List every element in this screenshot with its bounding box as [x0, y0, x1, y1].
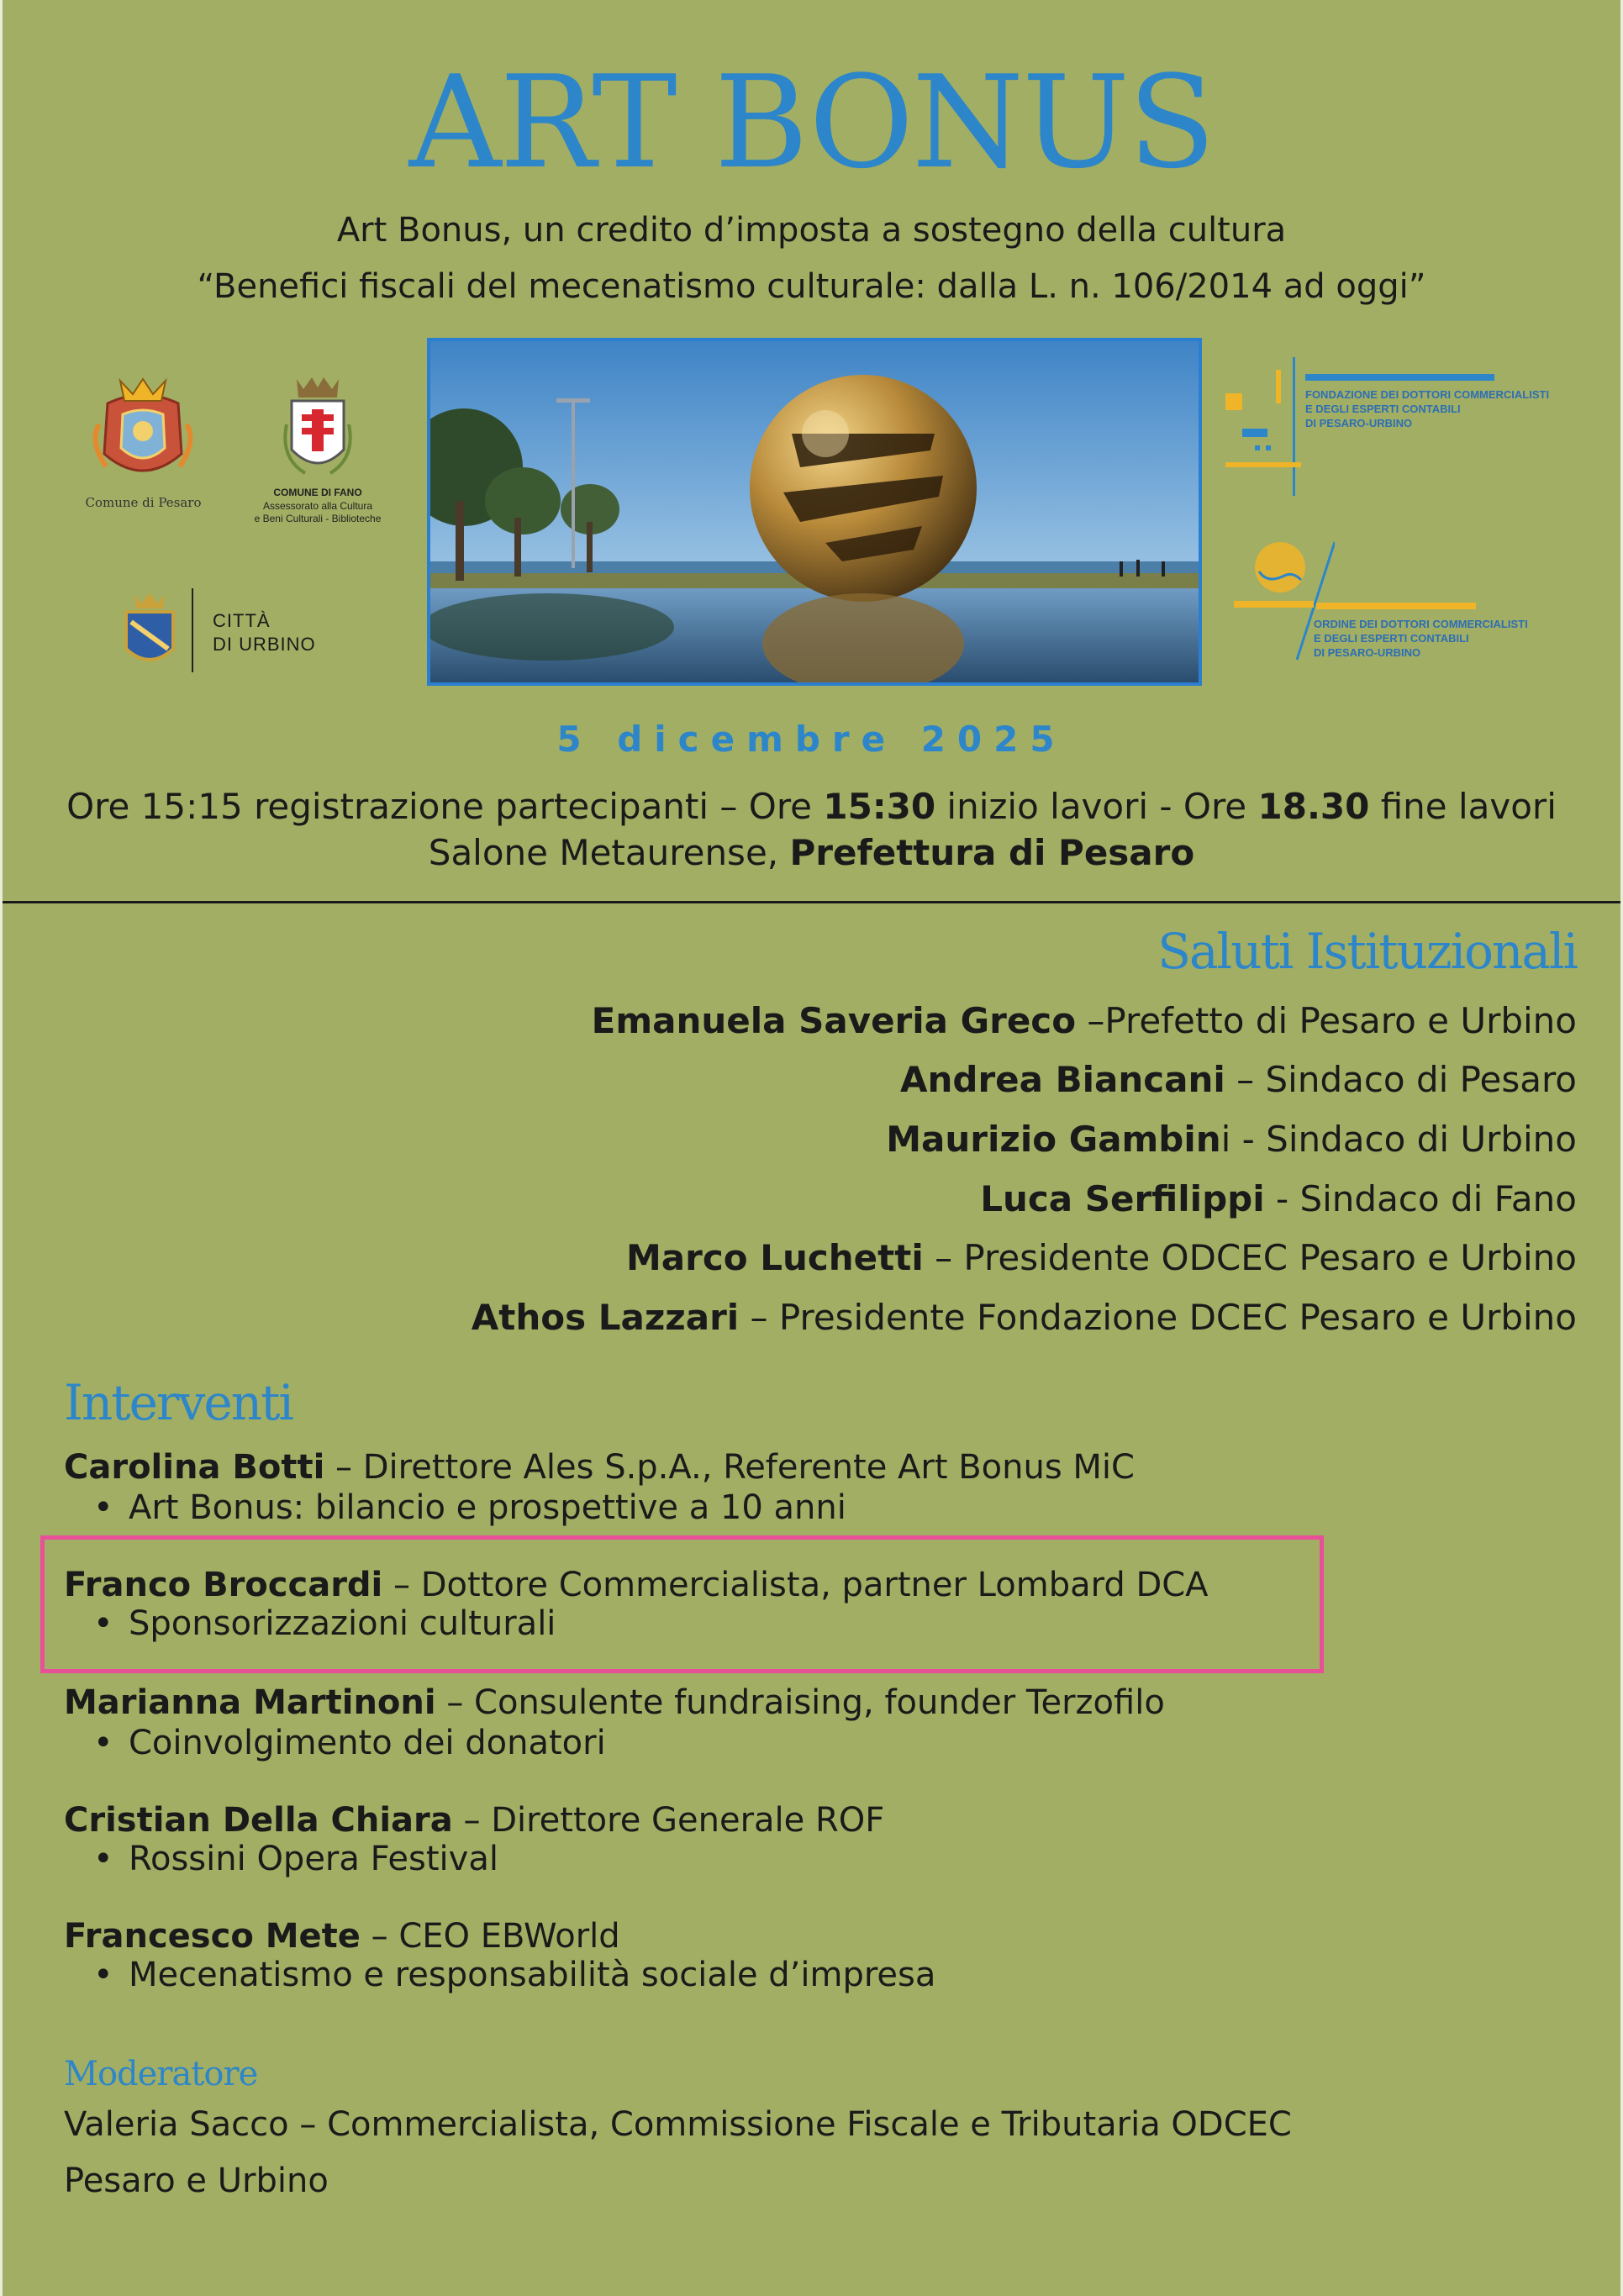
section-divider: [3, 901, 1620, 903]
sphere-sculpture-image: [430, 341, 1199, 682]
moderatore-line2: Pesaro e Urbino: [64, 2162, 329, 2200]
saluti-role: – Sindaco di Pesaro: [1225, 1059, 1577, 1100]
speaker-topic: • Sponsorizzazioni culturali: [93, 1604, 556, 1644]
saluti-role: – Presidente ODCEC Pesaro e Urbino: [923, 1237, 1577, 1278]
saluti-name: Marco Luchetti: [626, 1237, 924, 1278]
sphere-sculpture-photo: [427, 338, 1202, 686]
ordine-dcec-logo: [1234, 538, 1620, 672]
fondazione-mark-icon: [1225, 353, 1309, 500]
saluti-item: [980, 1178, 1577, 1219]
fondazione-line1: FONDAZIONE DEI DOTTORI COMMERCIALISTI: [1305, 388, 1550, 401]
speaker-role: – CEO EBWorld: [360, 1917, 620, 1956]
moderatore-heading: Moderatore: [64, 2055, 258, 2093]
fondazione-line3: DI PESARO-URBINO: [1305, 416, 1413, 429]
pesaro-logo-caption: Comune di Pesaro: [85, 495, 202, 510]
speaker-line: [64, 1683, 1165, 1723]
saluti-role: –Prefetto di Pesaro e Urbino: [1076, 1000, 1577, 1041]
saluti-role: i - Sindaco di Urbino: [1220, 1119, 1577, 1160]
fondazione-line2: E DEGLI ESPERTI CONTABILI: [1305, 402, 1461, 415]
fondazione-caption: [1305, 388, 1549, 431]
speaker-topic: • Rossini Opera Festival: [93, 1839, 498, 1879]
schedule-registration: Ore 15:15 registrazione partecipanti – Ore: [66, 786, 824, 827]
event-date: 5 dicembre 2025: [556, 719, 1067, 760]
saluti-heading: Saluti Istituzionali: [1157, 923, 1577, 980]
ordine-line1: ORDINE DEI DOTTORI COMMERCIALISTI: [1314, 618, 1528, 630]
fano-coat-of-arms-logo: [234, 374, 402, 526]
venue-hall: Salone Metaurense,: [428, 832, 790, 873]
speaker-topic: • Art Bonus: bilancio e prospettive a 10 anni: [93, 1488, 846, 1528]
schedule-end-time: 18.30: [1257, 786, 1370, 827]
moderatore-line1: Valeria Sacco – Commercialista, Commissione Fiscale e Tributaria ODCEC: [64, 2105, 1292, 2144]
urbino-line1: CITTÀ: [213, 610, 271, 631]
fano-dept-line1: Assessorato alla Cultura: [262, 499, 373, 512]
saluti-item: [472, 1297, 1577, 1338]
saluti-item: [592, 1000, 1577, 1041]
speaker-name: Franco Broccardi: [64, 1566, 383, 1604]
event-schedule: [3, 786, 1620, 827]
urbino-shield-icon: [116, 588, 183, 672]
poster-title: ART BONUS: [408, 48, 1215, 197]
saluti-name: Andrea Biancani: [899, 1059, 1225, 1100]
interventi-heading: Interventi: [64, 1374, 292, 1431]
speaker-line: [64, 1447, 1135, 1488]
ordine-caption: [1314, 618, 1528, 661]
speaker-name: Francesco Mete: [64, 1917, 361, 1956]
urbino-line2: DI URBINO: [213, 633, 316, 655]
schedule-start-time: 15:30: [823, 786, 936, 827]
urbino-logo: [116, 588, 335, 677]
speaker-line: [64, 1565, 1209, 1605]
poster-subtitle: Art Bonus, un credito d’imposta a sostegno della cultura: [336, 211, 1287, 250]
saluti-item: [626, 1237, 1577, 1278]
event-venue: [3, 832, 1620, 873]
schedule-end-label: fine lavori: [1369, 786, 1557, 827]
speaker-role: – Direttore Ales S.p.A., Referente Art Bonus MiC: [324, 1448, 1135, 1487]
saluti-item: [900, 1059, 1577, 1100]
fano-shield-icon: [280, 374, 356, 483]
poster-subtitle-quote: “Benefici fiscali del mecenatismo culturale: dalla L. n. 106/2014 ad oggi”: [197, 267, 1426, 306]
saluti-role: - Sindaco di Fano: [1264, 1178, 1577, 1219]
fano-logo-caption: [234, 487, 402, 526]
speaker-name: Cristian Della Chiara: [64, 1801, 453, 1840]
urbino-divider: [192, 588, 193, 672]
speaker-topic: • Mecenatismo e responsabilità sociale d’impresa: [93, 1955, 935, 1995]
saluti-name: Maurizio Gambin: [886, 1119, 1221, 1160]
fondazione-bar: [1305, 374, 1494, 381]
fano-dept-line2: e Beni Culturali - Biblioteche: [254, 513, 382, 525]
speaker-name: Marianna Martinoni: [64, 1683, 436, 1722]
speaker-role: – Dottore Commercialista, partner Lombard DCA: [382, 1566, 1209, 1604]
saluti-name: Luca Serfilippi: [980, 1178, 1265, 1219]
schedule-start-label: inizio lavori - Ore: [935, 786, 1258, 827]
pesaro-coat-of-arms-logo: [74, 374, 213, 510]
venue-building: Prefettura di Pesaro: [789, 832, 1195, 873]
pesaro-shield-icon: [74, 374, 213, 492]
speaker-role: – Consulente fundraising, founder Terzofilo: [435, 1683, 1165, 1722]
urbino-caption: [213, 609, 316, 656]
saluti-role: – Presidente Fondazione DCEC Pesaro e Urbino: [739, 1297, 1577, 1338]
saluti-item: [886, 1119, 1577, 1160]
ordine-bar: [1316, 603, 1476, 609]
saluti-name: Athos Lazzari: [471, 1297, 740, 1338]
saluti-name: Emanuela Saveria Greco: [591, 1000, 1077, 1041]
speaker-line: [64, 1916, 620, 1956]
ordine-line3: DI PESARO-URBINO: [1314, 645, 1421, 659]
speaker-topic: • Coinvolgimento dei donatori: [93, 1723, 606, 1763]
speaker-role: – Direttore Generale ROF: [452, 1801, 885, 1840]
speaker-name: Carolina Botti: [64, 1448, 325, 1487]
fondazione-dcec-logo: [1225, 353, 1620, 500]
fano-name: COMUNE DI FANO: [273, 487, 362, 498]
ordine-line2: E DEGLI ESPERTI CONTABILI: [1314, 631, 1469, 645]
speaker-line: [64, 1800, 884, 1840]
